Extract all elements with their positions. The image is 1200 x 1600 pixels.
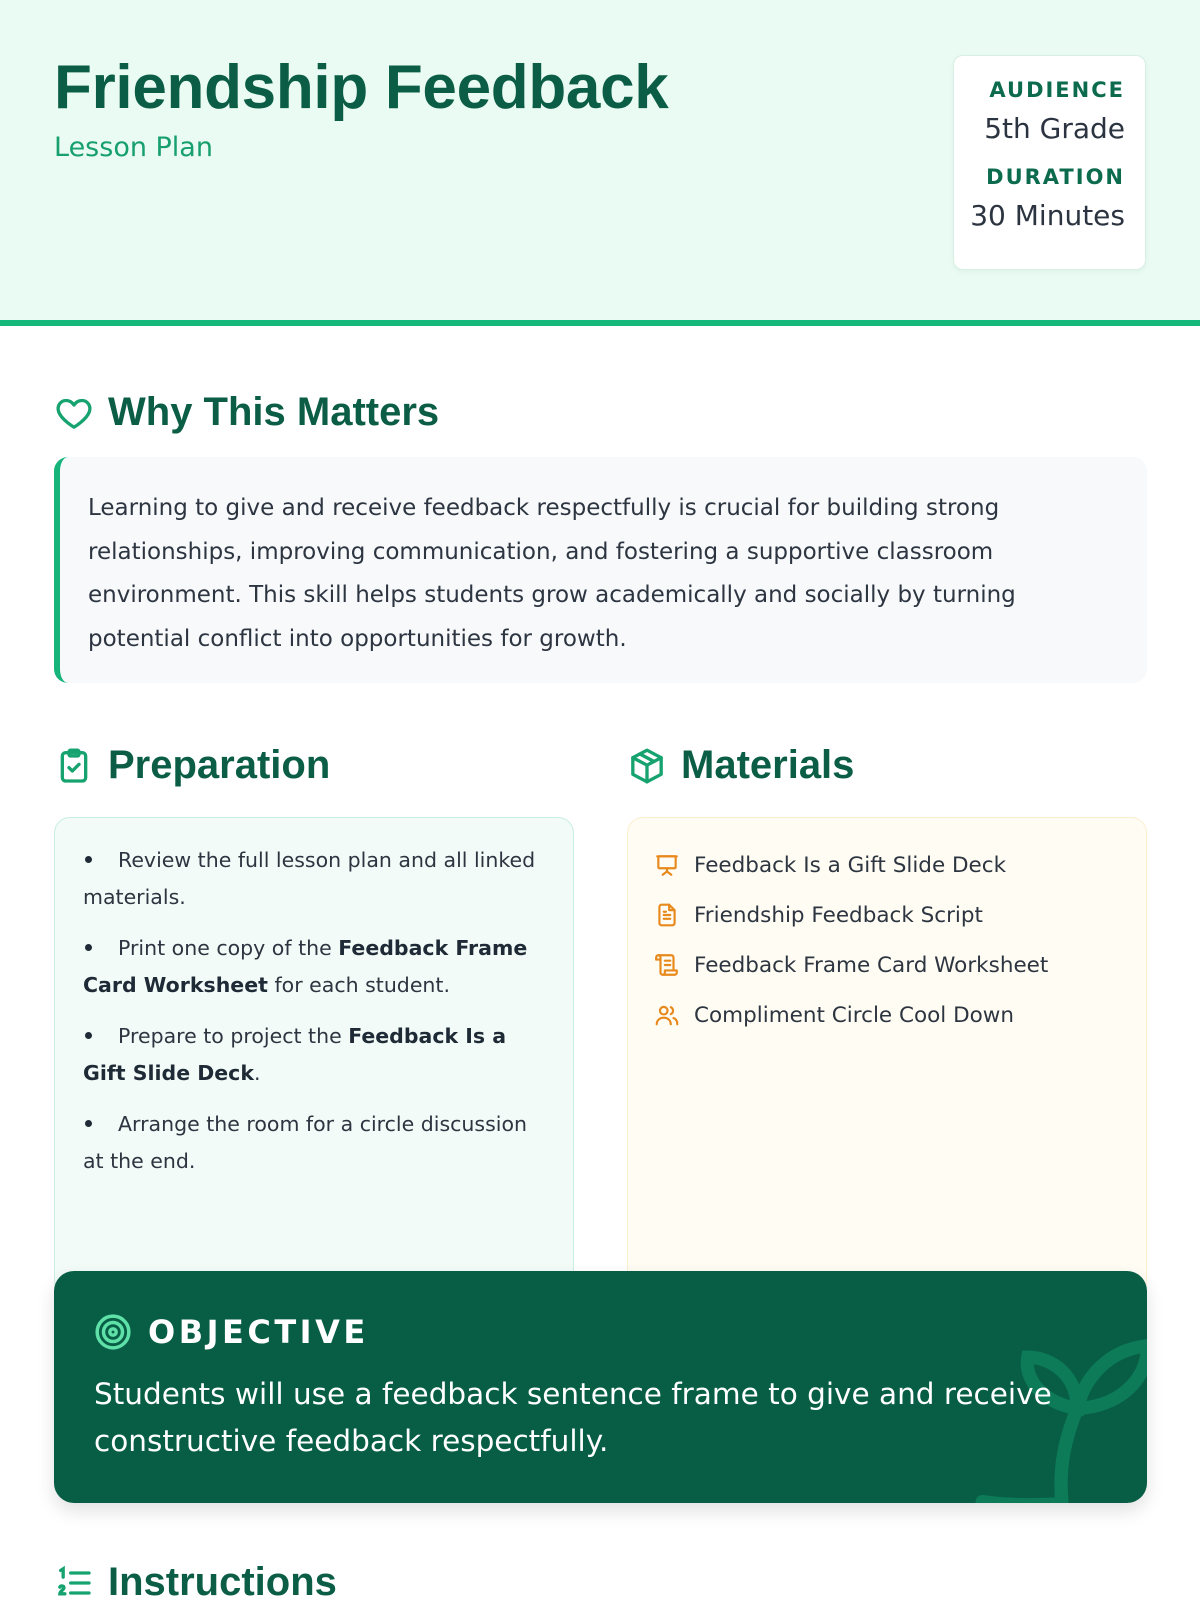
audience-value: 5th Grade [984,112,1125,145]
objective-banner [54,1271,1147,1503]
objective-text: Students will use a feedback sentence frame to give and receive constructive feedback respectfully. [94,1377,1052,1458]
scroll-icon [654,952,680,978]
preparation-heading [54,743,330,788]
clipboard-check-icon [54,746,94,786]
list-item: Prepare to project the Feedback Is a Gift Slide Deck. [83,1024,507,1085]
document-icon [654,902,680,928]
duration-value: 30 Minutes [970,199,1125,232]
target-icon [94,1313,132,1351]
why-heading [54,390,439,435]
material-item-worksheet[interactable] [654,940,1126,990]
materials-heading [627,743,854,788]
objective-heading-text: OBJECTIVE [148,1313,369,1351]
why-heading-text: Why This Matters [108,390,440,434]
list-item: Print one copy of the Feedback Frame Card Worksheet for each student. [83,936,528,997]
material-label: Compliment Circle Cool Down [694,1002,1015,1028]
material-label: Friendship Feedback Script [694,902,983,928]
materials-card [627,817,1147,1297]
material-item-slide-deck[interactable] [654,840,1126,890]
material-label: Feedback Is a Gift Slide Deck [694,852,1007,878]
lesson-header [0,0,1200,326]
page-title: Friendship Feedback [54,53,669,122]
material-item-cool-down[interactable] [654,990,1126,1040]
numbered-list-icon [54,1563,94,1600]
presentation-icon [654,852,680,878]
package-icon [627,746,667,786]
page-subtitle: Lesson Plan [54,132,213,163]
instructions-heading [54,1560,337,1600]
material-label: Feedback Frame Card Worksheet [694,952,1049,978]
objective-heading [94,1313,369,1351]
audience-label: AUDIENCE [989,78,1125,102]
preparation-card [54,817,574,1297]
preparation-heading-text: Preparation [108,743,331,787]
material-item-script[interactable] [654,890,1126,940]
why-callout [54,457,1147,683]
list-item: Review the full lesson plan and all linked materials. [83,848,536,909]
instructions-heading-text: Instructions [108,1560,337,1600]
list-item: Arrange the room for a circle discussion at the end. [83,1112,527,1173]
duration-label: DURATION [986,165,1125,189]
why-body: Learning to give and receive feedback respectfully is crucial for building strong relationships, improving communication, and fostering a supportive classroom environment. This skill helps students grow academically and socially by turning potential conflict into opportunities for growth. [88,495,1016,652]
meta-card [953,55,1146,270]
heart-icon [54,393,94,433]
users-icon [654,1002,680,1028]
materials-heading-text: Materials [681,743,855,787]
